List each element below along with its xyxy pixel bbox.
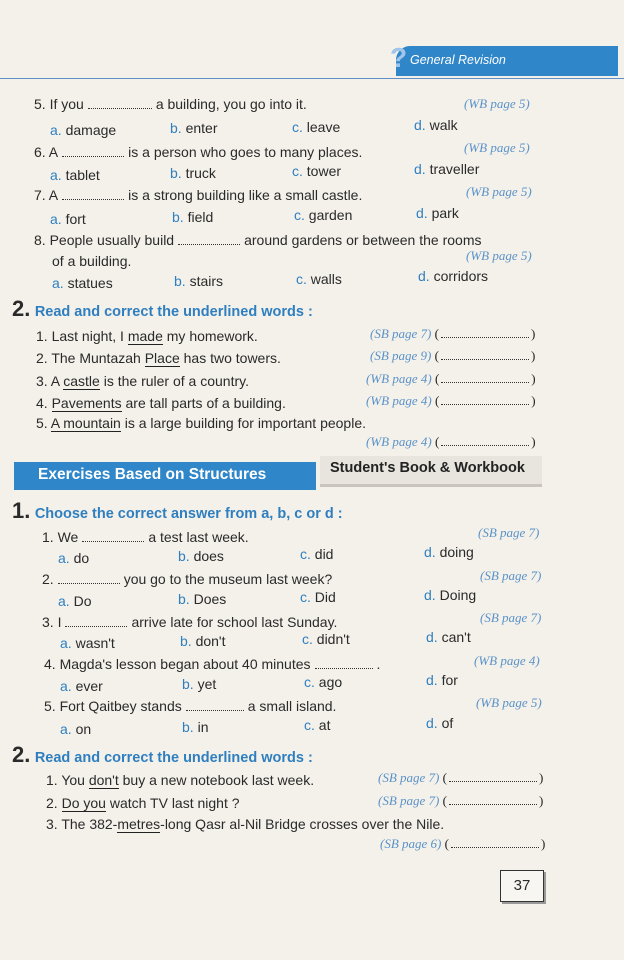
- option-b: b. stairs: [174, 273, 224, 289]
- band-title: Exercises Based on Structures: [38, 466, 267, 483]
- option-b: b. don't: [180, 633, 226, 649]
- question-3: 3. I arrive late for school last Sunday.: [42, 614, 338, 630]
- option-d: d. can't: [426, 629, 471, 645]
- question-text: 5. If you: [34, 96, 84, 112]
- section-band: [14, 462, 316, 490]
- answer-blank: [315, 667, 373, 669]
- band-subtitle: Student's Book & Workbook: [330, 460, 525, 476]
- question-5: [34, 96, 307, 112]
- correction-item: 3. A castle is the ruler of a country.: [36, 373, 249, 389]
- correction-item: 3. The 382-metres-long Qasr al-Nil Bridge crosses over the Nile.: [46, 816, 445, 832]
- question-7: [34, 187, 362, 203]
- question-text: around gardens or between the rooms: [244, 232, 482, 248]
- answer-blank: [62, 198, 124, 200]
- question-5: 5. Fort Qaitbey stands a small island.: [44, 698, 337, 714]
- option-b: b. yet: [182, 676, 217, 692]
- correction-item: 1. You don't buy a new notebook last week.: [46, 772, 315, 788]
- option-c: c. at: [304, 717, 331, 733]
- answer-blank: [441, 359, 529, 360]
- correction-item: 2. The Muntazah Place has two towers.: [36, 350, 281, 366]
- correction-item: 2. Do you watch TV last night ?: [46, 795, 240, 811]
- underlined-word: castle: [63, 373, 100, 389]
- option-d: d. walk: [414, 117, 458, 133]
- correction-item: 5. A mountain is a large building for important people.: [36, 415, 367, 431]
- underlined-word: don't: [88, 772, 119, 788]
- header-tab: [390, 42, 618, 76]
- option-c: c. Did: [300, 589, 336, 605]
- question-text: is a strong building like a small castle.: [128, 187, 363, 203]
- option-c: c. garden: [294, 207, 353, 223]
- section-heading: 1. Choose the correct answer from a, b, c or d :: [12, 498, 343, 523]
- answer-slot: (SB page 6) ( ): [380, 836, 546, 851]
- question-2: 2. you go to the museum last week?: [42, 571, 333, 587]
- page-reference: (SB page 7): [478, 525, 540, 540]
- option-d: d. park: [416, 205, 459, 221]
- page-reference: (WB page 5): [464, 96, 530, 111]
- question-1: 1. We a test last week.: [42, 529, 249, 545]
- answer-blank: [58, 582, 120, 584]
- option-a: a. do: [58, 550, 90, 566]
- option-b: b. in: [182, 719, 209, 735]
- question-text: a building, you go into it.: [155, 96, 307, 112]
- answer-blank: [62, 155, 124, 157]
- answer-slot: (WB page 4) ( ): [366, 393, 536, 408]
- underlined-word: Place: [144, 350, 180, 366]
- answer-blank: [178, 243, 240, 245]
- section-heading: 2. Read and correct the underlined words :: [12, 296, 313, 321]
- option-d: d. for: [426, 672, 458, 688]
- question-text: is a person who goes to many places.: [128, 144, 363, 160]
- question-mark-icon: ?: [390, 42, 408, 73]
- underlined-word: made: [127, 328, 163, 344]
- option-b: b. does: [178, 548, 224, 564]
- answer-slot: (WB page 4) ( ): [366, 434, 536, 449]
- page-number: 37: [500, 870, 544, 902]
- underlined-word: metres: [117, 816, 161, 832]
- option-a: a. damage: [50, 122, 117, 138]
- option-a: a. ever: [60, 678, 103, 694]
- header-rule: [0, 78, 624, 79]
- page-reference: (SB page 7): [480, 610, 542, 625]
- option-b: b. Does: [178, 591, 227, 607]
- answer-blank: [65, 625, 127, 627]
- page-reference: (WB page 4): [474, 653, 540, 668]
- option-d: d. doing: [424, 544, 474, 560]
- underlined-word: Do you: [61, 795, 106, 811]
- answer-blank: [441, 445, 529, 446]
- option-a: a. wasn't: [60, 635, 115, 651]
- answer-slot: (SB page 7) ( ): [378, 793, 544, 808]
- question-8: [34, 232, 481, 248]
- answer-blank: [186, 709, 244, 711]
- option-b: b. truck: [170, 165, 216, 181]
- option-a: a. Do: [58, 593, 92, 609]
- option-c: c. leave: [292, 119, 341, 135]
- correction-item: 1. Last night, I made my homework.: [36, 328, 258, 344]
- answer-blank: [451, 847, 539, 848]
- option-d: d. of: [426, 715, 454, 731]
- page-reference: (WB page 5): [476, 695, 542, 710]
- question-4: 4. Magda's lesson began about 40 minutes .: [44, 656, 381, 672]
- page-reference: (WB page 5): [466, 248, 532, 263]
- question-6: [34, 144, 362, 160]
- page-reference: (SB page 7): [480, 568, 542, 583]
- header-title: General Revision: [410, 53, 506, 67]
- answer-slot: (SB page 9) ( ): [370, 348, 536, 363]
- question-text: 7. A: [34, 187, 59, 203]
- answer-blank: [441, 382, 529, 383]
- question-8-continued: of a building.: [52, 253, 132, 269]
- answer-blank: [88, 107, 152, 109]
- question-text: 8. People usually build: [34, 232, 175, 248]
- question-text: 6. A: [34, 144, 59, 160]
- option-d: d. Doing: [424, 587, 477, 603]
- underlined-word: Pavements: [51, 395, 122, 411]
- option-d: d. traveller: [414, 161, 480, 177]
- page-reference: (WB page 5): [464, 140, 530, 155]
- option-c: c. didn't: [302, 631, 350, 647]
- option-b: b. field: [172, 209, 214, 225]
- answer-blank: [441, 404, 529, 405]
- option-a: a. tablet: [50, 167, 100, 183]
- correction-item: 4. Pavements are tall parts of a building.: [36, 395, 286, 411]
- option-a: a. fort: [50, 211, 86, 227]
- answer-slot: (SB page 7) ( ): [378, 770, 544, 785]
- answer-blank: [449, 781, 537, 782]
- answer-blank: [82, 540, 144, 542]
- option-a: a. statues: [52, 275, 113, 291]
- answer-blank: [449, 804, 537, 805]
- section-band-tab: [320, 456, 542, 487]
- option-a: a. on: [60, 721, 92, 737]
- answer-slot: (SB page 7) ( ): [370, 326, 536, 341]
- option-c: c. tower: [292, 163, 342, 179]
- page-reference: (WB page 5): [466, 184, 532, 199]
- option-c: c. ago: [304, 674, 343, 690]
- section-heading: 2. Read and correct the underlined words :: [12, 742, 313, 767]
- option-c: c. did: [300, 546, 334, 562]
- option-d: d. corridors: [418, 268, 489, 284]
- answer-blank: [441, 337, 529, 338]
- option-b: b. enter: [170, 120, 218, 136]
- answer-slot: (WB page 4) ( ): [366, 371, 536, 386]
- option-c: c. walls: [296, 271, 342, 287]
- underlined-word: A mountain: [50, 415, 121, 431]
